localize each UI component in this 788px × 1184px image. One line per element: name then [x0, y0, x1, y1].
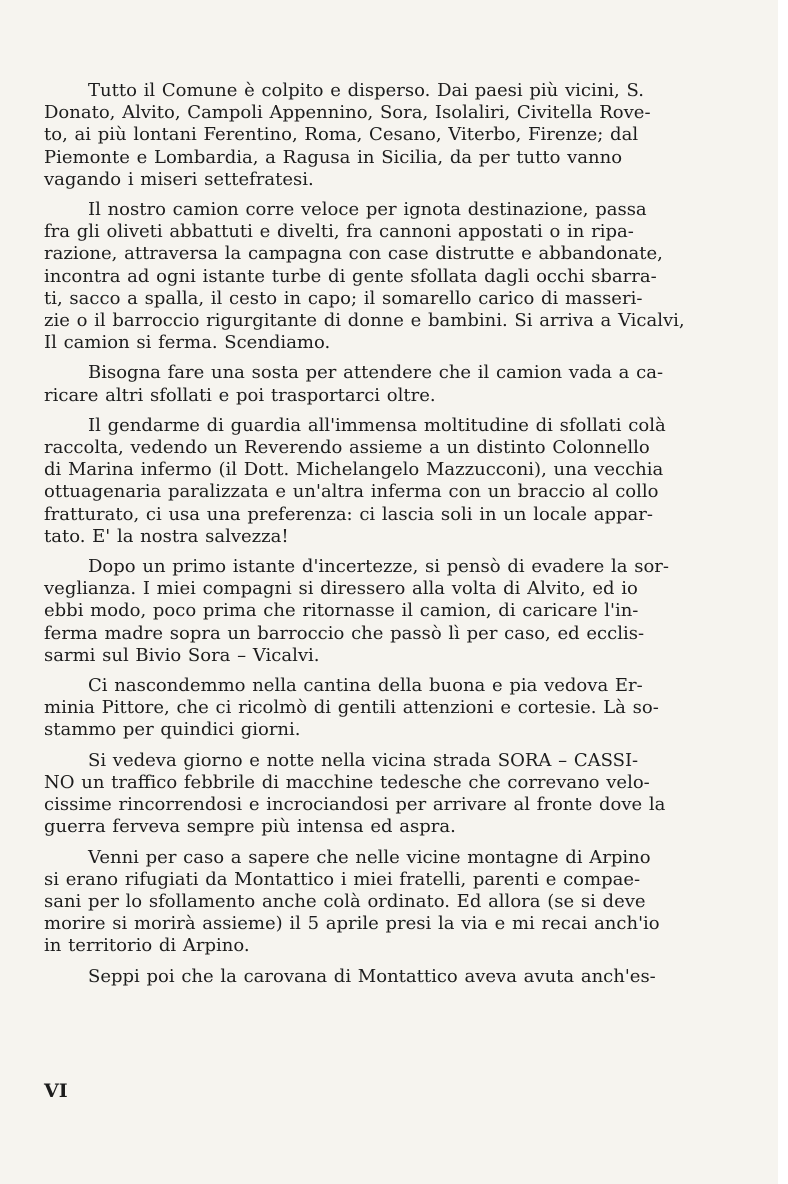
text-line: Piemonte e Lombardia, a Ragusa in Sicilia, da per tutto vanno — [44, 146, 623, 168]
text-line: morire si morirà assieme) il 5 aprile presi la via e mi recai anch'io — [44, 913, 660, 935]
text-line: Si vedeva giorno e notte nella vicina strada SORA – CASSI- — [88, 749, 639, 771]
text-line: incontra ad ogni istante turbe di gente sfollata dagli occhi sbarra- — [44, 265, 657, 287]
page-edge — [778, 0, 788, 1184]
paragraph-6 — [44, 675, 730, 742]
text-line: zie o il barroccio rigurgitante di donne e bambini. Si arriva a Vicalvi, — [44, 310, 685, 332]
text-line: si erano rifugiati da Montattico i miei fratelli, parenti e compae- — [44, 868, 641, 890]
text-line: sarmi sul Bivio Sora – Vicalvi. — [44, 644, 320, 666]
text-line: tato. E' la nostra salvezza! — [44, 525, 289, 547]
text-line: stammo per quindici giorni. — [44, 719, 301, 741]
text-line: ti, sacco a spalla, il cesto in capo; il somarello carico di masseri- — [44, 287, 643, 309]
text-line: raccolta, vedendo un Reverendo assieme a un distinto Colonnello — [44, 437, 650, 459]
text-line: Tutto il Comune è colpito e disperso. Dai paesi più vicini, S. — [88, 80, 644, 101]
page-number: VI — [44, 1080, 68, 1102]
paragraph-4 — [44, 415, 730, 548]
text-line: minia Pittore, che ci ricolmò di gentili attenzioni e cortesie. Là so- — [44, 697, 659, 719]
paragraph-9 — [44, 966, 730, 988]
text-line: Donato, Alvito, Campoli Appennino, Sora, Isolaliri, Civitella Rove- — [44, 102, 651, 124]
paragraph-7 — [44, 750, 730, 839]
text-line: veglianza. I miei compagni si diressero alla volta di Alvito, ed io — [44, 578, 638, 600]
text-line: ebbi modo, poco prima che ritornasse il camion, di caricare l'in- — [44, 600, 639, 622]
text-line: Dopo un primo istante d'incertezze, si pensò di evadere la sor- — [88, 556, 669, 578]
text-line: razione, attraversa la campagna con case distrutte e abbandonate, — [44, 243, 663, 265]
text-line: fratturato, ci usa una preferenza: ci lascia soli in un locale appar- — [44, 503, 653, 525]
text-line: to, ai più lontani Ferentino, Roma, Cesano, Viterbo, Firenze; dal — [44, 124, 639, 146]
text-line: Bisogna fare una sosta per attendere che il camion vada a ca- — [88, 362, 664, 384]
text-line: in territorio di Arpino. — [44, 935, 250, 957]
text-line: di Marina infermo (il Dott. Michelangelo Mazzucconi), una vecchia — [44, 459, 664, 481]
text-line: ottuagenaria paralizzata e un'altra inferma con un braccio al collo — [44, 481, 659, 503]
paragraph-3 — [44, 362, 730, 406]
text-line: Venni per caso a sapere che nelle vicine montagne di Arpino — [88, 846, 651, 868]
text-line: ferma madre sopra un barroccio che passò lì per caso, ed ecclis- — [44, 622, 645, 644]
body-text — [44, 80, 730, 988]
paragraph-5 — [44, 556, 730, 667]
text-line: Il nostro camion corre veloce per ignota destinazione, passa — [88, 199, 647, 221]
paragraph-2 — [44, 199, 730, 354]
text-line: NO un traffico febbrile di macchine tedesche che correvano velo- — [44, 771, 650, 793]
text-line: vagando i miseri settefratesi. — [44, 168, 314, 190]
paragraph-1 — [44, 80, 730, 191]
text-line: Seppi poi che la carovana di Montattico aveva avuta anch'es- — [88, 965, 656, 987]
text-line: fra gli oliveti abbattuti e divelti, fra cannoni appostati o in ripa- — [44, 221, 634, 243]
text-line: ricare altri sfollati e poi trasportarci oltre. — [44, 384, 436, 406]
text-line: cissime rincorrendosi e incrociandosi per arrivare al fronte dove la — [44, 794, 666, 816]
paragraph-8 — [44, 847, 730, 958]
text-line: Il gendarme di guardia all'immensa moltitudine di sfollati colà — [88, 414, 666, 436]
text-line: Il camion si ferma. Scendiamo. — [44, 332, 331, 354]
text-line: Ci nascondemmo nella cantina della buona e pia vedova Er- — [88, 675, 643, 697]
text-line: guerra ferveva sempre più intensa ed aspra. — [44, 816, 456, 838]
text-line: sani per lo sfollamento anche colà ordinato. Ed allora (se si deve — [44, 890, 646, 912]
